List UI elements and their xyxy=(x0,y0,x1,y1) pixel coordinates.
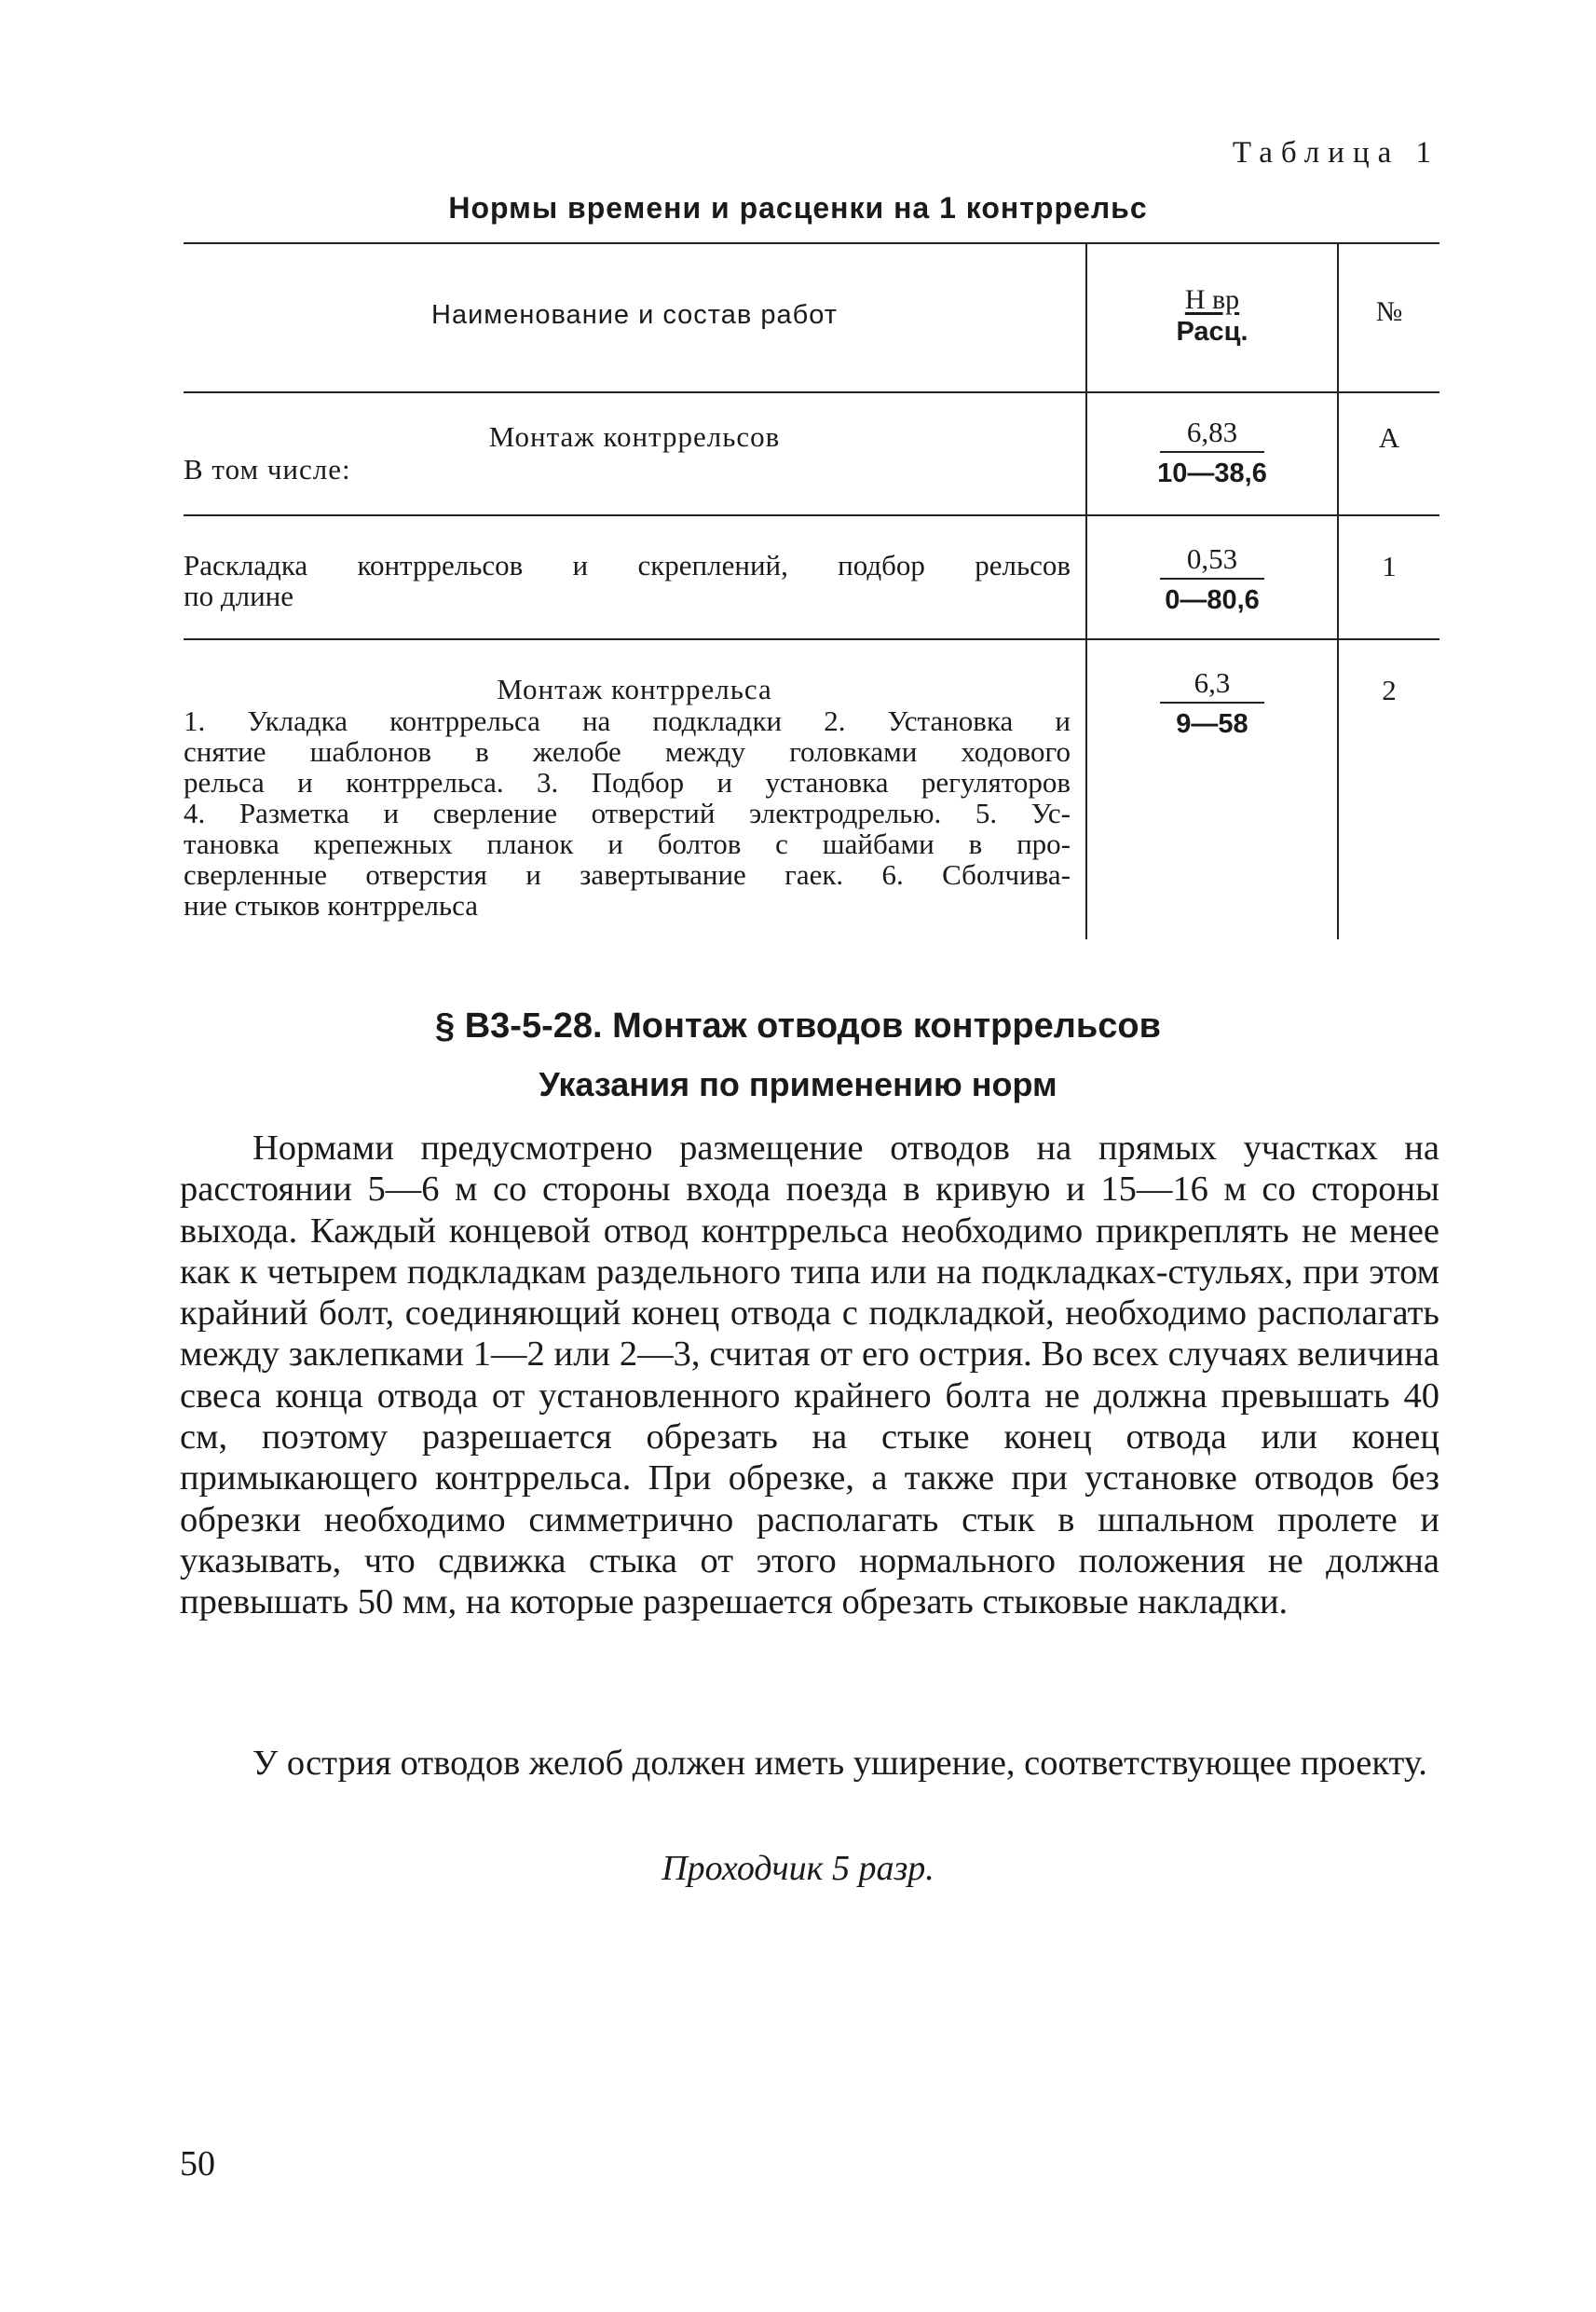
table-header-border xyxy=(184,391,1439,393)
table-top-border xyxy=(184,242,1439,244)
row-norm: 0,53 xyxy=(1160,542,1264,580)
row-number: 1 xyxy=(1382,550,1397,582)
row-text-line: В том числе: xyxy=(184,453,351,486)
row-text-line: тановка крепежных планок и болтов с шайбами в про- xyxy=(184,828,1071,860)
row-rate xyxy=(1087,416,1337,490)
row-norm: 6,83 xyxy=(1160,416,1264,453)
table-title: Нормы времени и расценки на 1 контррельс xyxy=(448,191,1148,225)
row-text-line: ние стыков контррельса xyxy=(184,889,478,922)
paragraph: Нормами предусмотрено размещение отводов на прямых участках на расстоянии 5—6 м со стороны входа поезда в кривую и 15—16 м со стороны выхода. Каждый концевой отвод контррельса необходимо прикреплять не менее как к четырем подкладкам раздельного типа или на подкладках-стульях, при этом крайний болт, соединяющий конец отвода с подкладкой, необходимо располагать между заклепками 1—2 или 2—3, считая от его острия. Во всех случаях величина свеса конца отвода от установленного крайнего болта не должна превышать 40 см, поэтому разрешается обрезать на стыке конец отвода или конец примыкающего контррельса. При обрезке, а также при установке отводов без обрезки необходимо симметрично располагать стык в шпальном пролете и указывать, что сдвижка стыка от этого нормального положения не должна превышать 50 мм, на которые разрешается обрезать стыковые накладки. xyxy=(180,1129,1439,1622)
row-number: 2 xyxy=(1382,674,1397,706)
paragraph: У острия отводов желоб должен иметь уширение, соответствующее проекту. xyxy=(252,1744,1427,1783)
table-label: Таблица 1 xyxy=(1232,136,1439,170)
page-number: 50 xyxy=(180,2144,215,2183)
row-text-line: 1. Укладка контррельса на подкладки 2. Установка и xyxy=(184,705,1071,737)
row-text-line: снятие шаблонов в желобе между головками ходового xyxy=(184,735,1071,768)
row-text-line: сверленные отверстия и завертывание гаек. 6. Сболчива- xyxy=(184,858,1071,891)
row-title: Монтаж контррельса xyxy=(497,673,772,705)
row-price: 9—58 xyxy=(1176,709,1248,739)
table-row-border xyxy=(184,514,1439,516)
section-heading: § В3-5-28. Монтаж отводов контррельсов xyxy=(435,1006,1161,1046)
row-price: 0—80,6 xyxy=(1165,585,1260,615)
row-text-line: Раскладка контррельсов и скреплений, подбор рельсов xyxy=(184,549,1071,581)
table-row-border xyxy=(184,638,1439,640)
sub-heading: Указания по применению норм xyxy=(539,1065,1057,1103)
row-rate xyxy=(1087,666,1337,741)
worker-rank: Проходчик 5 разр. xyxy=(662,1849,934,1888)
row-text-line: 4. Разметка и сверление отверстий электродрелью. 5. Ус- xyxy=(184,797,1071,829)
row-text-line: рельса и контррельса. 3. Подбор и установка регуляторов xyxy=(184,766,1071,799)
row-rate xyxy=(1087,542,1337,617)
header-price-label: Расц. xyxy=(1176,317,1248,347)
row-price: 10—38,6 xyxy=(1157,458,1267,488)
header-number: № xyxy=(1375,296,1403,327)
row-number: А xyxy=(1378,421,1400,454)
row-text-line: по длине xyxy=(184,580,294,612)
row-title: Монтаж контррельсов xyxy=(488,420,781,453)
header-norm-label: Н вр xyxy=(1184,284,1240,315)
header-work-name: Наименование и состав работ xyxy=(431,300,838,330)
header-rate xyxy=(1087,284,1337,348)
table-column-divider xyxy=(1337,242,1339,939)
row-norm: 6,3 xyxy=(1160,666,1264,704)
